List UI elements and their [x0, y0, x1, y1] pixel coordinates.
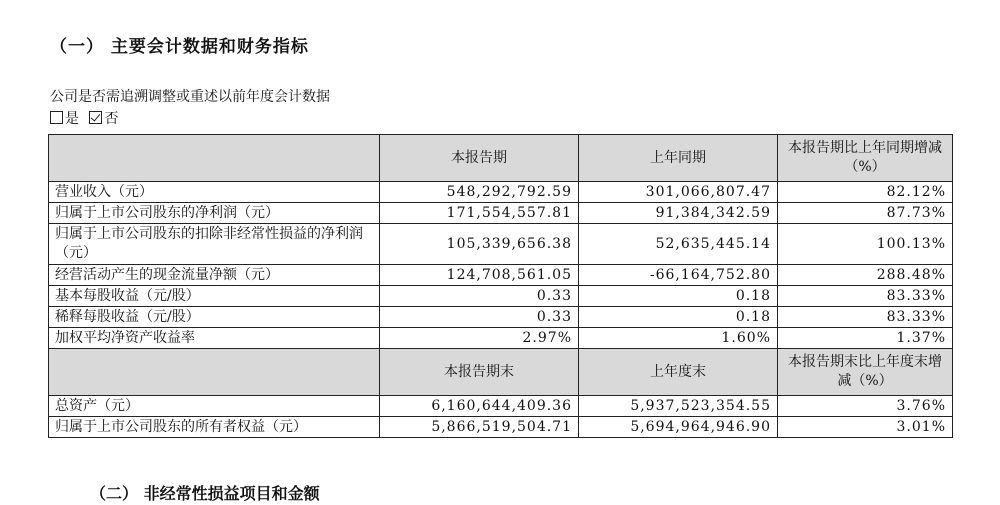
value-cell: 3.01% — [778, 417, 953, 438]
table-row — [49, 182, 953, 203]
no-label: 否 — [104, 111, 119, 127]
row-label: 归属于上市公司股东的净利润（元） — [49, 203, 380, 224]
row-label: 加权平均净资产收益率 — [49, 328, 380, 349]
restatement-choice — [50, 108, 118, 128]
header-blank-cell — [49, 349, 380, 396]
table-row — [49, 203, 953, 224]
yes-label: 是 — [65, 111, 79, 127]
value-cell: 0.33 — [380, 286, 579, 307]
value-cell: 5,866,519,504.71 — [380, 417, 579, 438]
column-header: 本报告期末 — [380, 349, 579, 396]
value-cell: 87.73% — [778, 203, 953, 224]
value-cell: 5,937,523,354.55 — [579, 396, 778, 417]
value-cell: 288.48% — [778, 265, 953, 286]
row-label: 归属于上市公司股东的所有者权益（元） — [49, 417, 380, 438]
value-cell: 0.18 — [579, 307, 778, 328]
table-row — [49, 396, 953, 417]
table-row — [49, 265, 953, 286]
value-cell: 0.33 — [380, 307, 579, 328]
row-label: 稀释每股收益（元/股） — [49, 307, 380, 328]
restatement-question: 公司是否需追溯调整或重述以前年度会计数据 — [50, 89, 330, 105]
row-label: 基本每股收益（元/股） — [49, 286, 380, 307]
header-blank-cell — [49, 135, 380, 182]
value-cell: 6,160,644,409.36 — [380, 396, 579, 417]
row-label: 经营活动产生的现金流量净额（元） — [49, 265, 380, 286]
table-header-row — [49, 349, 953, 396]
column-header: 本报告期 — [380, 135, 579, 182]
column-header: 本报告期比上年同期增减（%） — [778, 135, 953, 182]
value-cell: 3.76% — [778, 396, 953, 417]
row-label: 归属于上市公司股东的扣除非经常性损益的净利润（元） — [49, 224, 380, 265]
financial-indicators-table — [48, 134, 953, 438]
value-cell: 91,384,342.59 — [579, 203, 778, 224]
table-row — [49, 224, 953, 265]
value-cell: 0.18 — [579, 286, 778, 307]
value-cell: 5,694,964,946.90 — [579, 417, 778, 438]
yes-checkbox[interactable] — [50, 111, 63, 124]
row-label: 总资产（元） — [49, 396, 380, 417]
table-row — [49, 307, 953, 328]
value-cell: 171,554,557.81 — [380, 203, 579, 224]
section-title: （一） 主要会计数据和财务指标 — [50, 37, 309, 57]
value-cell: 83.33% — [778, 286, 953, 307]
next-section-title: （二） 非经常性损益项目和金额 — [90, 484, 320, 503]
value-cell: 1.37% — [778, 328, 953, 349]
table-row — [49, 328, 953, 349]
column-header: 上年同期 — [579, 135, 778, 182]
value-cell: 83.33% — [778, 307, 953, 328]
value-cell: 548,292,792.59 — [380, 182, 579, 203]
table-header-row — [49, 135, 953, 182]
table-row — [49, 417, 953, 438]
table-row — [49, 286, 953, 307]
value-cell: 2.97% — [380, 328, 579, 349]
value-cell: 301,066,807.47 — [579, 182, 778, 203]
column-header: 上年度末 — [579, 349, 778, 396]
value-cell: 105,339,656.38 — [380, 224, 579, 265]
value-cell: -66,164,752.80 — [579, 265, 778, 286]
column-header: 本报告期末比上年度末增减（%） — [778, 349, 953, 396]
value-cell: 100.13% — [778, 224, 953, 265]
row-label: 营业收入（元） — [49, 182, 380, 203]
value-cell: 1.60% — [579, 328, 778, 349]
value-cell: 52,635,445.14 — [579, 224, 778, 265]
value-cell: 124,708,561.05 — [380, 265, 579, 286]
no-checkbox[interactable] — [89, 111, 102, 124]
value-cell: 82.12% — [778, 182, 953, 203]
